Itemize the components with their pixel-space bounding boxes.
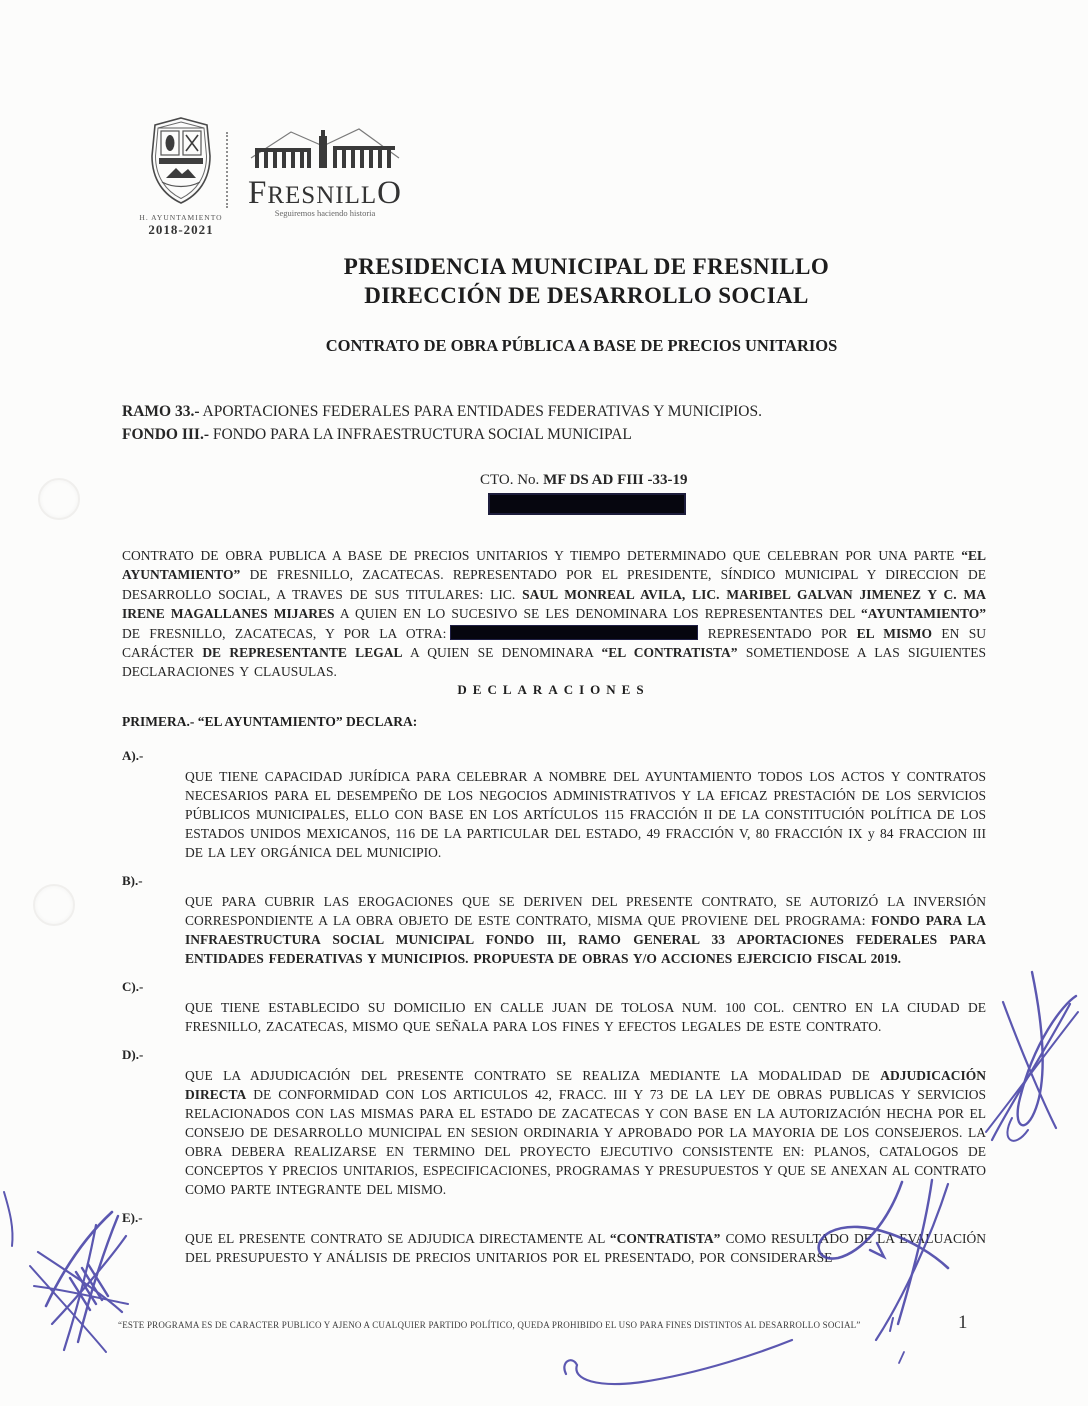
- program-block: [122, 400, 1002, 446]
- text-segment: A QUIEN SE DENOMINARA: [402, 645, 602, 661]
- redaction-bar-inline: [450, 625, 698, 640]
- text-segment: FONDO PARA LA INFRAESTRUCTURA SOCIAL MUNICIPAL FONDO III, RAMO GENERAL 33 APORTACIONES FEDERALES PARA ENTIDADES FEDERATIVAS Y MUNICIPIOS. PROPUESTA DE OBRAS Y/O ACCIONES EJERCICIO FISCAL 2019.: [185, 913, 986, 966]
- text-segment: FONDO PARA LA INFRAESTRUCTURA SOCIAL MUNICIPAL: [208, 426, 632, 443]
- municipal-shield-logo: [133, 116, 229, 238]
- declaration-text: [185, 1066, 986, 1199]
- text-segment: COMO RESULTADO DE LA EVALUACIÓN DEL PRESUPUESTO Y ANÁLISIS DE PRECIOS UNITARIOS POR EL PRESENTADO, POR CONSIDERARSE: [185, 1231, 987, 1265]
- text-segment: “CONTRATISTA”: [609, 1231, 721, 1246]
- declaration-text: [185, 892, 986, 968]
- text-segment: SAUL MONREAL AVILA, LIC. MARIBEL GALVAN JIMENEZ Y C. MA IRENE MAGALLANES MIJARES: [122, 586, 986, 622]
- page-title: [122, 252, 985, 310]
- text-segment: DE FRESNILLO, ZACATECAS. REPRESENTADO POR EL PRESIDENTE, SÍNDICO MUNICIPAL Y DIRECCION DE DESARROLLO SOCIAL, A TRAVES DE SUS TITULARES: LIC.: [122, 567, 986, 602]
- hole-punch-mark: [33, 884, 75, 926]
- footer-legend: “ESTE PROGRAMA ES DE CARACTER PUBLICO Y AJENO A CUALQUIER PARTIDO POLÍTICO, QUEDA PROHIBIDO EL USO PARA FINES DISTINTOS AL DESARROLLO SOCIAL”: [118, 1320, 861, 1330]
- shield-years: 2018-2021: [148, 222, 214, 237]
- declaration-item: [122, 979, 986, 1036]
- contract-number: [480, 472, 688, 489]
- text-segment: “EL AYUNTAMIENTO”: [122, 548, 986, 583]
- declaration-label: C).-: [122, 979, 144, 994]
- fresnillo-logo: [243, 126, 407, 218]
- text-segment: REPRESENTADO POR: [698, 625, 857, 641]
- text-segment: CONTRATO DE OBRA PUBLICA A BASE DE PRECIOS UNITARIOS Y TIEMPO DETERMINADO QUE CELEBRAN POR UNA PARTE: [122, 548, 962, 563]
- text-segment: QUE PARA CUBRIR LAS EROGACIONES QUE SE DERIVEN DEL PRESENTE CONTRATO, SE AUTORIZÓ LA INVERSIÓN CORRESPONDIENTE A LA OBRA OBJETO DE ESTE CONTRATO, MISMA QUE PROVIENE DEL PROGRAMA:: [185, 894, 986, 928]
- fondo-line: [122, 423, 1002, 446]
- text-segment: DE REPRESENTANTE LEGAL: [202, 645, 403, 661]
- text-segment: MF DS AD FIII -33-19: [543, 472, 688, 488]
- intro-paragraph: [122, 546, 986, 682]
- declaration-label: D).-: [122, 1047, 144, 1062]
- shield-caption: H. AYUNTAMIENTO: [139, 213, 223, 222]
- contract-subtitle: CONTRATO DE OBRA PÚBLICA A BASE DE PRECIOS UNITARIOS: [325, 336, 838, 355]
- declaration-item: [122, 1047, 986, 1199]
- primera-heading: PRIMERA.- “EL AYUNTAMIENTO” DECLARA:: [122, 714, 418, 729]
- title-line-2: DIRECCIÓN DE DESARROLLO SOCIAL: [364, 283, 809, 308]
- brand-final: O: [377, 175, 402, 211]
- text-segment: CTO. No.: [480, 472, 544, 488]
- declaration-label: B).-: [122, 873, 143, 888]
- text-segment: DE FRESNILLO, ZACATECAS, Y POR LA OTRA:: [122, 625, 447, 641]
- declarations-list: [122, 748, 986, 1278]
- declaration-text: [185, 1229, 986, 1267]
- text-segment: SOMETIENDOSE A LAS SIGUIENTES DECLARACIONES Y CLAUSULAS.: [122, 645, 986, 680]
- declaration-label: E).-: [122, 1210, 143, 1225]
- brand-tagline: Seguiremos haciendo historia: [274, 208, 376, 218]
- page-number: 1: [958, 1312, 968, 1333]
- declaration-item: [122, 748, 986, 862]
- text-segment: ADJUDICACIÓN DIRECTA: [185, 1068, 986, 1102]
- hole-punch-mark: [38, 478, 80, 520]
- text-segment: EL MISMO: [856, 625, 933, 641]
- text-segment: EN SU CARÁCTER: [122, 625, 986, 661]
- logo-divider: [226, 132, 228, 208]
- declaration-label: A).-: [122, 748, 144, 763]
- brand-wordmark: [243, 175, 407, 211]
- text-segment: QUE TIENE ESTABLECIDO SU DOMICILIO EN CALLE JUAN DE TOLOSA NUM. 100 COL. CENTRO EN LA CIUDAD DE FRESNILLO, ZACATECAS, MISMO QUE SEÑALA PARA LOS FINES Y EFECTOS LEGALES DE ESTE CONTRATO.: [185, 1000, 986, 1034]
- declaration-text: [185, 998, 986, 1036]
- title-line-1: PRESIDENCIA MUNICIPAL DE FRESNILLO: [343, 254, 830, 279]
- text-segment: QUE EL PRESENTE CONTRATO SE ADJUDICA DIRECTAMENTE AL: [185, 1231, 610, 1246]
- declaration-item: [122, 1210, 986, 1267]
- text-segment: RAMO 33.-: [122, 403, 200, 420]
- redaction-bar: [488, 493, 686, 515]
- declaration-text: [185, 767, 986, 862]
- text-segment: “AYUNTAMIENTO”: [860, 606, 986, 622]
- ramo-line: [122, 400, 1002, 423]
- brand-middle: RESNILL: [267, 182, 378, 209]
- text-segment: QUE LA ADJUDICACIÓN DEL PRESENTE CONTRATO SE REALIZA MEDIANTE LA MODALIDAD DE: [185, 1068, 881, 1083]
- text-segment: DE CONFORMIDAD CON LOS ARTICULOS 42, FRACC. III Y 73 DE LA LEY DE OBRAS PUBLICAS Y SERVICIOS RELACIONADOS CON LAS MISMAS PARA EL ESTADO DE ZACATECAS Y CON BASE EN LA AUTORIZACIÓN HECHA POR EL CONSEJO DE DESARROLLO MUNICIPAL EN SESION ORDINARIA Y APROBADO POR LA MAYORIA DE LOS CONSEJEROS. LA OBRA DEBERA REALIZARSE EN TERMINO DEL PROYECTO EJECUTIVO CONSISTENTE EN: PLANOS, CATALOGOS DE CONCEPTOS Y PRECIOS UNITARIOS, ESPECIFICACIONES, PROGRAMAS Y PRESUPUESTOS Y QUE SE ANEXAN AL CONTRATO COMO PARTE INTEGRANTE DEL MISMO.: [185, 1087, 986, 1197]
- aqueduct-icon: [249, 126, 401, 174]
- text-segment: QUE TIENE CAPACIDAD JURÍDICA PARA CELEBRAR A NOMBRE DEL AYUNTAMIENTO TODOS LOS ACTOS Y CONTRATOS NECESARIOS PARA EL DESEMPEÑO DE LOS NEGOCIOS ADMINISTRATIVOS Y LA EFICAZ PRESTACIÓN DE LOS SERVICIOS PÚBLICOS MUNICIPALES, ELLO CON BASE EN LOS ARTÍCULOS 115 FRACCIÓN II DE LA CONSTITUCIÓN POLÍTICA DE LOS ESTADOS UNIDOS MEXICANOS, 116 DE LA PARTICULAR DEL ESTADO, 49 FRACCIÓN V, 80 FRACCIÓN IX y 84 FRACCION III DE LA LEY ORGÁNICA DEL MUNICIPIO.: [185, 769, 986, 860]
- brand-initial: F: [248, 175, 268, 211]
- declaration-item: [122, 873, 986, 968]
- declarations-heading: DECLARACIONES: [457, 682, 650, 697]
- text-segment: A QUIEN EN LO SUCESIVO SE LES DENOMINARA LOS REPRESENTANTES DEL: [334, 606, 861, 622]
- text-segment: “EL CONTRATISTA”: [601, 645, 738, 661]
- text-segment: FONDO III.-: [122, 426, 209, 443]
- text-segment: APORTACIONES FEDERALES PARA ENTIDADES FEDERATIVAS Y MUNICIPIOS.: [199, 403, 762, 420]
- shield-icon: [148, 116, 214, 206]
